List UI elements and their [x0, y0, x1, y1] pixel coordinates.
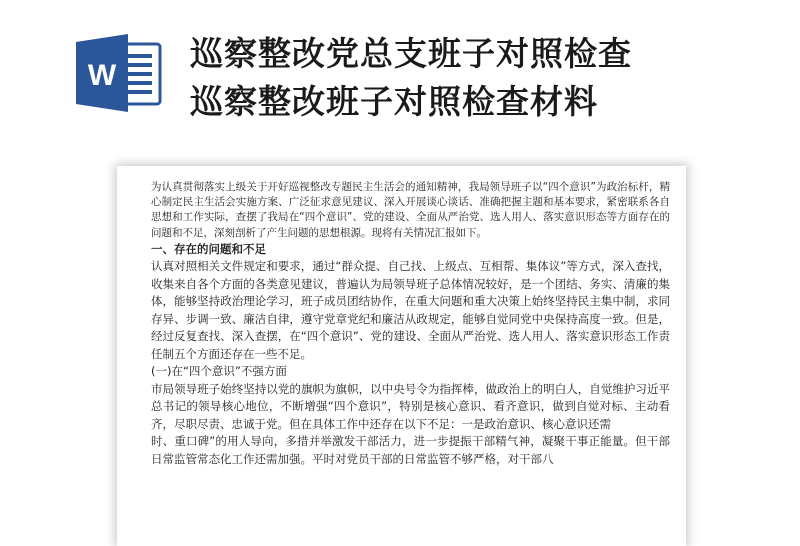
body-paragraph: 时、重口碑”的用人导向，多措并举激发干部活力，进一步提振干部精气神，凝聚干事正能量。但干部日常监管常态化工作还需加强。平时对党员干部的日常监管不够严格，对干部八: [151, 434, 670, 466]
section-heading-1: 一、存在的问题和不足: [151, 241, 266, 256]
document-title-line-1: 巡察整改党总支班子对照检查: [190, 34, 632, 73]
word-document-icon: [72, 34, 164, 112]
subsection-heading-1: (一)在“四个意识”不强方面: [151, 364, 287, 379]
document-title-line-2: 巡察整改班子对照检查材料: [190, 82, 598, 121]
body-paragraph: 认真对照相关文件规定和要求，通过“群众提、自己找、上级点、互相帮、集体议”等方式，深入查找，收集来自各个方面的各类意见建议，普遍认为局领导班子总体情况较好，是一个团结、务实、清廉的集体，能够坚持政治理论学习，班子成员团结协作，在重大问题和重大决策上始终坚持民主集中制，求同存异、步调一致、廉洁自律，遵守党章党纪和廉洁从政规定，能够自觉同党中央保持高度一致。但是，经过反复查找、深入查摆，在“四个意识”、党的建设、全面从严治党、选人用人、落实意识形态工作责任制五个方面还存在一些不足。: [151, 259, 670, 361]
word-icon-letter: W: [87, 59, 117, 92]
document-page-preview: [117, 166, 686, 546]
intro-paragraph: 为认真贯彻落实上级关于开好巡视整改专题民主生活会的通知精神，我局领导班子以“四个意识”为政治标杆，精心制定民主生活会实施方案、广泛征求意见建议、深入开展谈心谈话、准确把握主题和基本要求，紧密联系各自思想和工作实际，查摆了我局在“四个意识”、党的建设、全面从严治党、选人用人、落实意识形态等方面存在的问题和不足，深刻剖析了产生问题的思想根源。现将有关情况汇报如下。: [151, 181, 670, 239]
body-paragraph: 市局领导班子始终坚持以党的旗帜为旗帜，以中央号令为指挥棒，做政治上的明白人，自觉维护习近平总书记的领导核心地位，不断增强“四个意识”，特别是核心意识、看齐意识，做到自觉对标、主动看齐，尽职尽责、忠诚于党。但在具体工作中还存在以下不足：一是政治意识、核心意识还需: [151, 381, 670, 431]
